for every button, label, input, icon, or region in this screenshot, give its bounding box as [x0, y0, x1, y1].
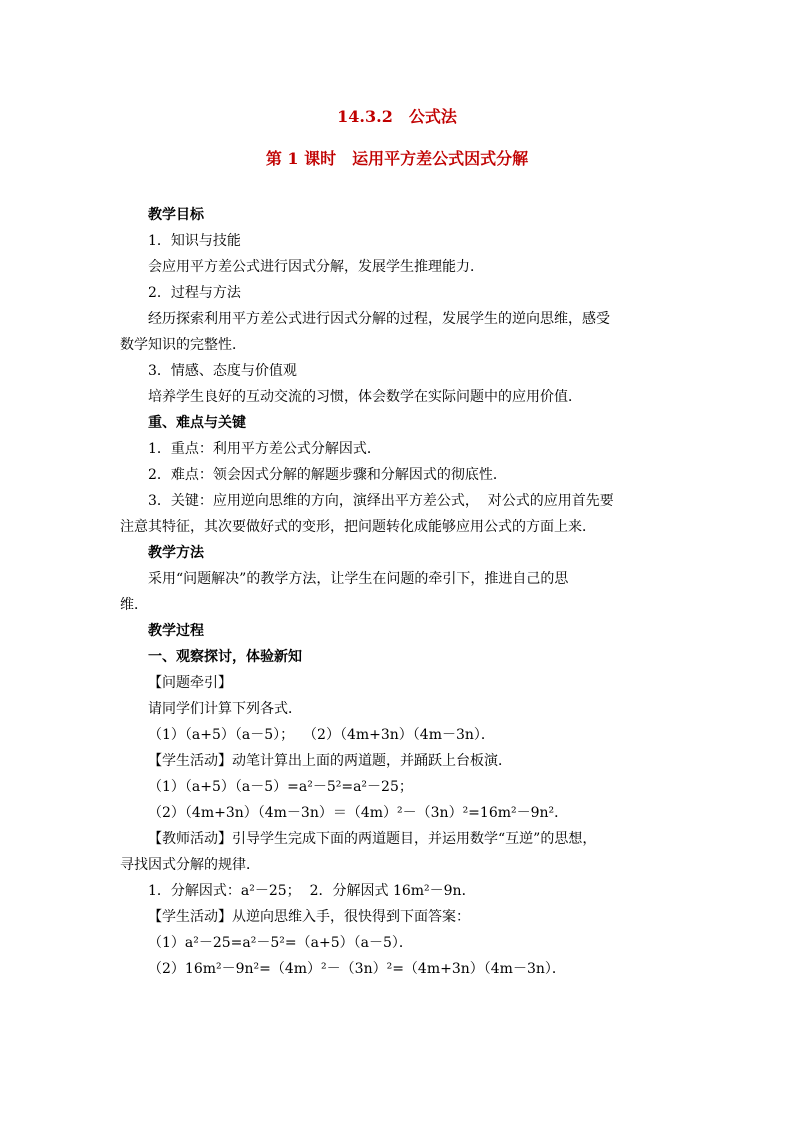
text-line: 3．情感、态度与价值观 [148, 363, 297, 379]
text-line: 采用“问题解决”的教学方法，让学生在问题的牵引下，推进自己的思 [148, 571, 569, 587]
text-line: 【问题牵引】 [148, 675, 232, 691]
text-line: （2）16m²－9n²=（4m）²－（3n）²=（4m+3n）（4m－3n）． [148, 961, 566, 977]
text-line: 2．过程与方法 [148, 285, 241, 301]
text-line: （1）a²－25=a²－5²=（a+5）（a－5）． [148, 935, 413, 951]
text-line: 维． [120, 597, 148, 613]
section-heading: 教学目标 [148, 207, 204, 223]
section-heading: 教学过程 [148, 623, 204, 639]
section-heading: 一、观察探讨，体验新知 [148, 649, 302, 665]
text-line: （2）（4m+3n）（4m－3n）＝（4m）²－（3n）²=16m²－9n²． [148, 805, 569, 821]
section-title: 14.3.2 公式法 [337, 107, 457, 126]
text-line: 会应用平方差公式进行因式分解，发展学生推理能力． [148, 259, 484, 275]
section-heading: 重、难点与关键 [148, 415, 246, 431]
text-line: 【学生活动】从逆向思维入手，很快得到下面答案： [148, 909, 470, 925]
text-line: 1．重点：利用平方差公式分解因式． [148, 441, 381, 457]
lesson-title: 第 1 课时 运用平方差公式因式分解 [265, 149, 529, 168]
text-line: （1）（a+5）（a－5）； （2）（4m+3n）（4m－3n）． [148, 727, 495, 743]
text-line: 【教师活动】引导学生完成下面的两道题目，并运用数学“互逆”的思想， [148, 831, 597, 847]
text-line: 1．分解因式：a²－25； 2．分解因式 16m²－9n． [148, 883, 476, 899]
text-line: 经历探索利用平方差公式进行因式分解的过程，发展学生的逆向思维，感受 [148, 311, 610, 327]
text-line: 注意其特征，其次要做好式的变形，把问题转化成能够应用公式的方面上来． [120, 519, 596, 535]
text-line: 寻找因式分解的规律． [120, 857, 260, 873]
text-line: 3．关键：应用逆向思维的方向，演绎出平方差公式， 对公式的应用首先要 [148, 493, 614, 509]
text-line: 数学知识的完整性． [120, 337, 246, 353]
section-heading: 教学方法 [148, 545, 204, 561]
text-line: 【学生活动】动笔计算出上面的两道题，并踊跃上台板演． [148, 753, 512, 769]
text-line: 请同学们计算下列各式． [148, 701, 302, 717]
document-body [120, 202, 674, 982]
text-line: 1．知识与技能 [148, 233, 241, 249]
text-line: 2．难点：领会因式分解的解题步骤和分解因式的彻底性． [148, 467, 507, 483]
text-line: （1）（a+5）（a－5）=a²－5²=a²－25； [148, 779, 413, 795]
text-line: 培养学生良好的互动交流的习惯，体会数学在实际问题中的应用价值． [148, 389, 582, 405]
